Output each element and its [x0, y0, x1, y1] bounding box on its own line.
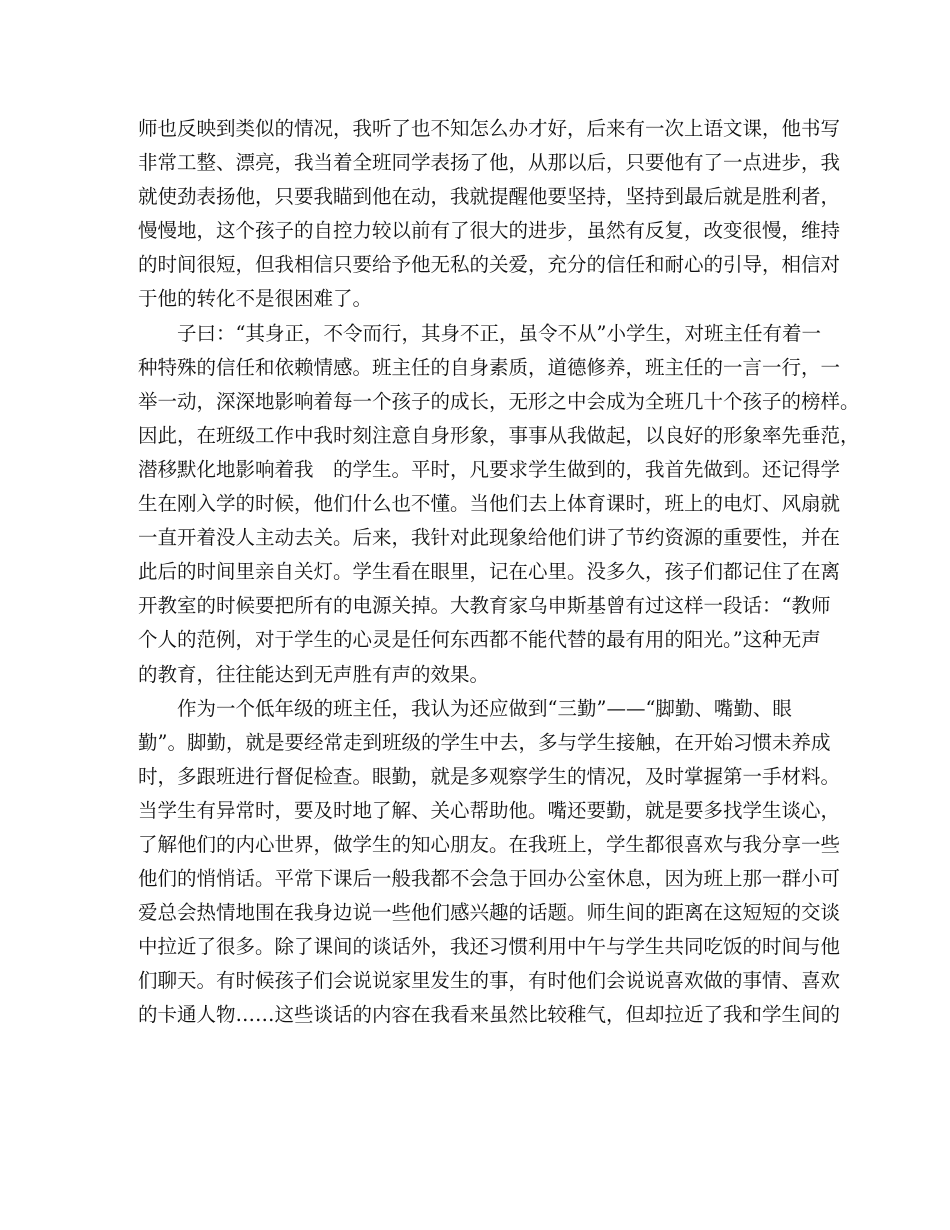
text-line: 当学生有异常时，要及时地了解、关心帮助他。嘴还要勤，就是要多找学生谈心， [138, 798, 841, 822]
text-line: 种特殊的信任和依赖情感。班主任的自身素质，道德修养，班主任的一言一行，一 [138, 355, 841, 379]
text-line: 的教育，往往能达到无声胜有声的效果。 [138, 662, 490, 686]
text-line: 生在刚入学的时候，他们什么也不懂。当他们去上体育课时，班上的电灯、风扇就 [138, 492, 841, 516]
text-line: 非常工整、漂亮，我当着全班同学表扬了他，从那以后，只要他有了一点进步，我 [138, 151, 841, 175]
text-line: 们聊天。有时候孩子们会说说家里发生的事，有时他们会说说喜欢做的事情、喜欢 [138, 969, 841, 993]
text-line: 他们的悄悄话。平常下课后一般我都不会急于回办公室休息，因为班上那一群小可 [138, 867, 841, 891]
paragraph [138, 692, 841, 1033]
text-line: 的时间很短，但我相信只要给予他无私的关爱，充分的信任和耐心的引导，相信对 [138, 253, 841, 277]
text-line: 因此，在班级工作中我时刻注意自身形象，事事从我做起，以良好的形象率先垂范， [138, 423, 860, 447]
text-line: 潜移默化地影响着我 的学生。平时，凡要求学生做到的，我首先做到。还记得学 [138, 457, 841, 481]
text-line: 此后的时间里亲自关灯。学生看在眼里，记在心里。没多久，孩子们都记住了在离 [138, 560, 841, 584]
text-line: 个人的范例，对于学生的心灵是任何东西都不能代替的最有用的阳光。”这种无声 [138, 628, 821, 652]
text-line: 开教室的时候要把所有的电源关掉。大教育家乌申斯基曾有过这样一段话：“教师 [138, 594, 831, 618]
text-line: 就使劲表扬他，只要我瞄到他在动，我就提醒他要坚持，坚持到最后就是胜利者， [138, 185, 841, 209]
text-line: 作为一个低年级的班主任，我认为还应做到“三勤”——“脚勤、嘴勤、眼 [177, 696, 792, 720]
paragraph [138, 317, 860, 692]
text-line: 中拉近了很多。除了课间的谈话外，我还习惯利用中午与学生共同吃饭的时间与他 [138, 935, 841, 959]
text-line: 勤”。脚勤，就是要经常走到班级的学生中去，多与学生接触，在开始习惯未养成 [138, 730, 831, 754]
text-line: 于他的转化不是很困难了。 [138, 287, 373, 311]
text-line: 子曰：“其身正，不令而行，其身不正，虽令不从”小学生，对班主任有着一 [177, 321, 821, 345]
text-line: 一直开着没人主动去关。后来，我针对此现象给他们讲了节约资源的重要性，并在 [138, 526, 841, 550]
text-line: 的卡通人物……这些谈话的内容在我看来虽然比较稚气，但却拉近了我和学生间的 [138, 1003, 841, 1027]
text-line: 了解他们的内心世界，做学生的知心朋友。在我班上，学生都很喜欢与我分享一些 [138, 832, 841, 856]
text-line: 举一动，深深地影响着每一个孩子的成长，无形之中会成为全班几十个孩子的榜样。 [138, 389, 860, 413]
text-line: 师也反映到类似的情况，我听了也不知怎么办才好，后来有一次上语文课，他书写 [138, 117, 841, 140]
paragraph [138, 112, 841, 317]
text-line: 爱总会热情地围在我身边说一些他们感兴趣的话题。师生间的距离在这短短的交谈 [138, 901, 841, 925]
body-text [138, 112, 860, 1033]
text-line: 慢慢地，这个孩子的自控力较以前有了很大的进步，虽然有反复，改变很慢，维持 [138, 219, 841, 243]
text-line: 时，多跟班进行督促检查。眼勤，就是多观察学生的情况，及时掌握第一手材料。 [138, 764, 841, 788]
